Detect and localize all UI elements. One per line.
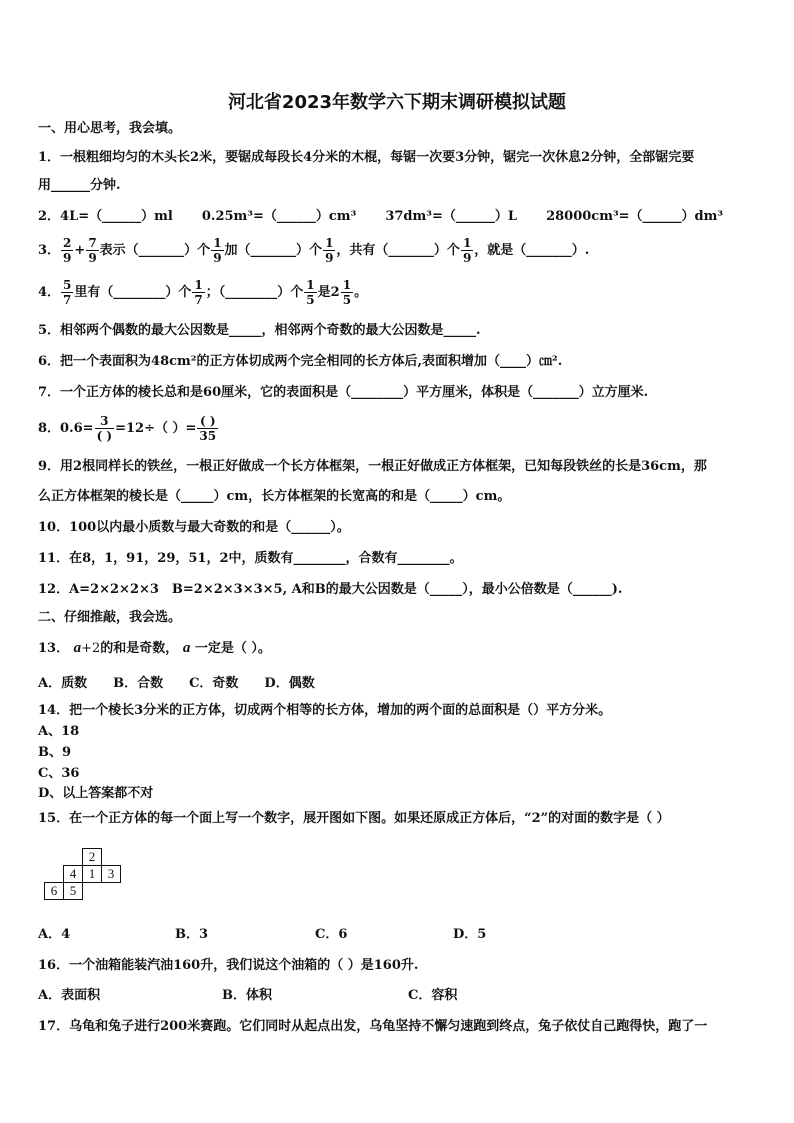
page-title: 河北省2023年数学六下期末调研模拟试题 (227, 92, 567, 113)
q2-part-d: 28000cm³=（______）dm³ (546, 209, 724, 224)
question-13-options: A．质数 B．合数 C．奇数 D．偶数 (38, 676, 315, 691)
question-15: 15．在一个正方体的每一个面上写一个数字，展开图如下图。如果还原成正方体后，“2”的对面的数字是（ ） (38, 811, 670, 826)
question-7: 7．一个正方体的棱长总和是60厘米，它的表面积是（________）平方厘米，体积是（_______）立方厘米. (38, 385, 649, 400)
q3-fraction-1: $\frac{2}{9}$ (63, 236, 72, 265)
question-8 (38, 414, 219, 443)
q8-fraction-2: ( ) 35 (199, 414, 217, 443)
net-cell-2: 2 (82, 848, 102, 866)
question-6: 6．把一个表面积为48cm²的正方体切成两个完全相同的长方体后,表面积增加（____）㎝². (38, 354, 563, 369)
net-cell-4: 4 (63, 865, 83, 883)
q14-option-b: B、9 (38, 745, 72, 760)
question-3 (38, 236, 589, 265)
q13-variable-a-2: a (182, 640, 191, 656)
question-10: 10．100以内最小质数与最大奇数的和是（______）。 (38, 520, 350, 535)
question-17: 17．乌龟和兔子进行200米赛跑。它们同时从起点出发，乌龟坚持不懈匀速跑到终点，兔子依仗自己跑得快，跑了一 (38, 1019, 708, 1034)
q3-text-2: 加（_______）个 (224, 243, 323, 258)
q15-option-c: C．6 (315, 927, 348, 942)
question-9-line-2: 么正方体框架的棱长是（_____）cm，长方体框架的长宽高的和是（_____）cm。 (38, 489, 511, 504)
section-2-heading: 二、仔细推敲，我会选。 (38, 610, 182, 625)
q8-fraction-1: 3 ( ) (96, 414, 113, 443)
q3-number: 3． (38, 243, 61, 258)
section-1-heading: 一、用心思考，我会填。 (38, 121, 182, 136)
question-13 (38, 640, 271, 657)
question-5: 5．相邻两个偶数的最大公因数是_____，相邻两个奇数的最大公因数是_____. (38, 323, 481, 338)
q14-option-a: A、18 (38, 724, 80, 739)
q16-option-a: A．表面积 (38, 988, 101, 1003)
question-4 (38, 278, 367, 307)
q13-number: 13． (38, 641, 70, 656)
q13-text-2: 一定是（ ）。 (194, 641, 271, 656)
q3-fraction-3: $\frac{1}{9}$ (213, 236, 222, 265)
question-11: 11．在8，1，91，29，51，2中，质数有________，合数有________。 (38, 551, 463, 566)
question-16: 16．一个油箱能装汽油160升，我们说这个油箱的（ ）是160升. (38, 958, 419, 973)
q15-option-b: B．3 (175, 927, 209, 942)
q8-text-1: 8．0.6= (38, 421, 94, 436)
q4-fraction-4: $\frac{1}{5}$ (342, 278, 352, 307)
q3-fraction-5: $\frac{1}{9}$ (462, 236, 472, 265)
net-cell-3: 3 (101, 865, 121, 883)
net-cell-5: 5 (63, 882, 83, 900)
q2-part-b: 0.25m³=（______）cm³ (201, 209, 357, 224)
question-12: 12．A=2×2×2×3 B=2×2×3×3×5, A和B的最大公因数是（_____），最小公倍数是（______). (38, 582, 623, 597)
q13-variable-a: a (73, 640, 82, 656)
q4-text-1: 里有（________）个 (74, 285, 192, 300)
question-9-line-1: 9．用2根同样长的铁丝，一根正好做成一个长方体框架，一根正好做成正方体框架，已知每段铁丝的长是36cm，那 (38, 459, 707, 474)
q3-text-3: ，共有（_______）个 (336, 243, 460, 258)
q14-option-d: D、以上答案都不对 (38, 786, 154, 801)
q16-option-b: B．体积 (222, 988, 272, 1003)
q15-option-a: A．4 (38, 927, 71, 942)
q4-text-2: ；（________）个 (205, 285, 304, 300)
q16-option-c: C．容积 (408, 988, 458, 1003)
question-14: 14．把一个棱长3分米的正方体，切成两个相等的长方体，增加的两个面的总面积是（）平方分米。 (38, 703, 612, 718)
net-cell-1: 1 (82, 865, 102, 883)
q8-text-2: =12÷（ ）= (115, 421, 197, 436)
q2-part-a: 2．4L=（______）ml (38, 209, 173, 224)
q14-option-c: C、36 (38, 766, 80, 781)
q3-fraction-2: $\frac{7}{9}$ (88, 236, 97, 265)
q4-fraction-1: $\frac{5}{7}$ (63, 278, 72, 307)
question-1-line-2: 用______分钟. (38, 178, 121, 193)
q13-text-1: 的和是奇数， (100, 641, 179, 656)
q4-fraction-3: $\frac{1}{5}$ (306, 278, 315, 307)
q4-text-4: 。 (354, 285, 368, 300)
q3-text-1: 表示（_______）个 (99, 243, 211, 258)
q4-fraction-2: $\frac{1}{7}$ (194, 278, 203, 307)
q4-number: 4． (38, 285, 61, 300)
q3-plus: + (74, 243, 86, 258)
q15-option-d: D．5 (453, 927, 487, 942)
q3-fraction-4: $\frac{1}{9}$ (325, 236, 334, 265)
q2-part-c: 37dm³=（______）L (385, 209, 517, 224)
net-cell-6: 6 (44, 882, 64, 900)
q4-text-3: 是2 (317, 285, 340, 300)
q13-expression: +2 (81, 641, 101, 656)
question-1-line-1: 1．一根粗细均匀的木头长2米，要锯成每段长4分米的木棍，每锯一次要3分钟，锯完一次休息2分钟，全部锯完要 (38, 150, 695, 165)
question-2 (38, 209, 723, 225)
q3-text-4: ，就是（_______）. (474, 243, 590, 258)
